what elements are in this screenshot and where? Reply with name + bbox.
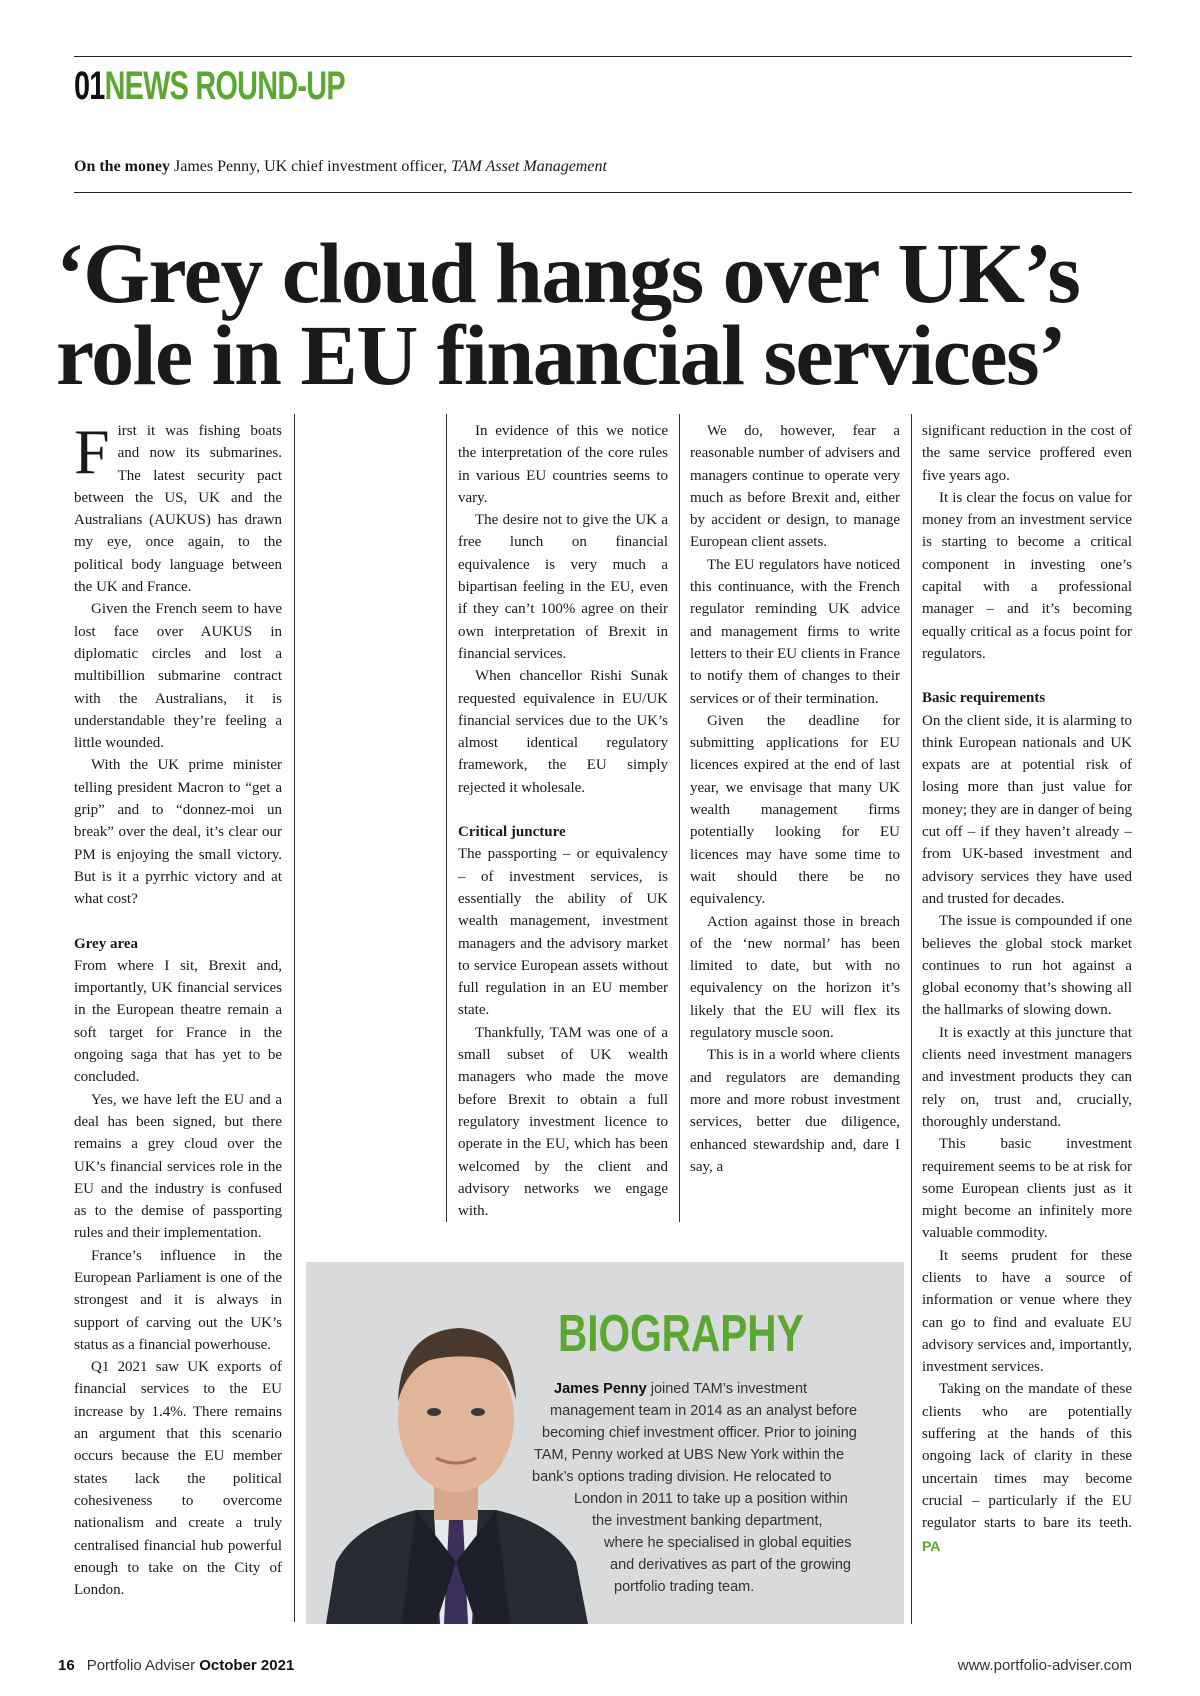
paragraph — [922, 420, 1132, 487]
paragraph — [458, 1022, 668, 1223]
paragraph-text: Action against those in breach of the ‘new normal’ has been limited to date, but with no equivalency on the horizon it’s likely that the EU will flex its regulatory muscle soon. — [690, 913, 900, 1042]
bio-line-text: joined TAM’s investment — [646, 1381, 808, 1397]
bio-name: James Penny — [554, 1381, 647, 1397]
paragraph-text: The passporting – or equivalency – of investment services, is essentially the ability of UK wealth management, investment managers and the advisory market to service European assets without full regulation in an EU member state. — [458, 846, 668, 1019]
edition: October 2021 — [199, 1657, 295, 1674]
paragraph — [458, 665, 668, 799]
section-name: NEWS ROUND-UP — [104, 64, 345, 108]
paragraph-text: Yes, we have left the EU and a deal has been signed, but there remains a grey cloud over the UK’s financial services role in the EU and the industry is confused as to the demise of passporting rules and their implementation. — [74, 1091, 282, 1242]
paragraph-text: This basic investment requirement seems to be at risk for some European clients just as it might become an infinitely more valuable commodity. — [922, 1136, 1132, 1242]
paragraph — [458, 843, 668, 1021]
paragraph — [690, 554, 900, 710]
paragraph — [74, 416, 282, 598]
subheading: Critical juncture — [458, 824, 566, 841]
paragraph-text: With the UK prime minister telling president Macron to “get a grip” and to “donnez-moi un break” over the deal, it’s clear our PM is enjoying the small victory. But is it a pyrrhic victory and at what cost? — [74, 757, 282, 908]
paragraph-text: When chancellor Rishi Sunak requested equivalence in EU/UK financial services due to the UK’s almost identical regulatory framework, the EU simply rejected it wholesale. — [458, 668, 668, 796]
paragraph — [922, 1133, 1132, 1244]
bio-line: where he specialised in global equities — [604, 1535, 852, 1551]
paragraph-text: Q1 2021 saw UK exports of financial services to the EU increase by 1.4%. There remains an argument that this scenario occurs because the EU member states lack the political cohesiveness to overcome nationalism and create a truly centralised financial hub powerful enough to take on the City of London. — [74, 1359, 282, 1599]
bio-line: becoming chief investment officer. Prior to joining — [542, 1425, 857, 1441]
paragraph-text: It is exactly at this juncture that clients need investment managers and investment products they can rely on, trust and, crucially, thoroughly understand. — [922, 1024, 1132, 1130]
bio-line: management team in 2014 as an analyst before — [550, 1403, 858, 1419]
paragraph-text: France’s influence in the European Parliament is one of the strongest and it is always in support of carving out the UK’s status as a financial powerhouse. — [74, 1247, 282, 1353]
paragraph — [922, 710, 1132, 911]
paragraph — [690, 911, 900, 1045]
headline: ‘Grey cloud hangs over UK’s role in EU financial services’ — [56, 225, 1080, 403]
paragraph-text: The EU regulators have noticed this continuance, with the French regulator reminding UK advice and management firms to write letters to their EU clients in France to notify them of changes to their services or of their termination. — [690, 556, 900, 707]
paragraph — [74, 1245, 282, 1356]
article-column-4 — [922, 420, 1132, 1558]
article-column-1 — [74, 416, 282, 1601]
photo-credit: PA — [922, 1537, 941, 1554]
paragraph-text: This is in a world where clients and regulators are demanding more and more robust investment services, better due diligence, enhanced stewardship and, dare I say, a — [690, 1047, 900, 1175]
paragraph-text: On the client side, it is alarming to think European nationals and UK expats are at potential risk of losing more than just value for money; they are in danger of being cut off – if they haven’t already – from UK-based investment and advisory services they have used and trusted for decades. — [922, 712, 1132, 907]
top-rule — [74, 56, 1132, 57]
bio-line: bank’s options trading division. He relocated to — [532, 1469, 832, 1485]
bio-line: the investment banking department, — [592, 1513, 823, 1529]
article-column-2 — [458, 420, 668, 1222]
paragraph — [690, 1044, 900, 1178]
bio-line: and derivatives as part of the growing — [610, 1557, 851, 1573]
paragraph-text: It seems prudent for these clients to have a source of information or venue where they can go to find and evaluate EU advisory services and, importantly, investment services. — [922, 1247, 1132, 1376]
byline-label: On the money — [74, 158, 170, 175]
paragraph-text: The issue is compounded if one believes the global stock market continues to run hot against a global economy that’s showing all the hallmarks of slowing down. — [922, 913, 1132, 1019]
byline — [74, 156, 607, 178]
paragraph — [74, 754, 282, 910]
paragraph-text: The desire not to give the UK a free lunch on financial equivalence is very much a bipartisan feeling in the EU, even if they can’t 100% agree on their own interpretation of Brexit in financial services. — [458, 512, 668, 662]
byline-company: TAM Asset Management — [451, 158, 607, 175]
paragraph — [690, 420, 900, 554]
column-divider-3 — [679, 414, 680, 1222]
article-column-3 — [690, 420, 900, 1178]
subheading: Basic requirements — [922, 690, 1046, 707]
paragraph — [690, 710, 900, 911]
paragraph — [458, 509, 668, 665]
section-label — [74, 64, 345, 108]
paragraph-text: significant reduction in the cost of the same service proffered even five years ago. — [922, 423, 1132, 484]
paragraph-text: Thankfully, TAM was one of a small subset of UK wealth managers who made the move before Brexit to obtain a full regulatory investment licence to operate in the EU, which has been welcomed by the client and advisory networks we engage with. — [458, 1024, 668, 1220]
paragraph — [922, 487, 1132, 665]
paragraph-text: In evidence of this we notice the interpretation of the core rules in various EU countries seems to vary. — [458, 423, 668, 506]
paragraph-text: We do, however, fear a reasonable number of advisers and managers continue to operate very much as before Brexit and, either by accident or design, to manage European client assets. — [690, 423, 900, 551]
paragraph — [74, 598, 282, 754]
bio-line: London in 2011 to take up a position within — [574, 1491, 848, 1507]
column-divider-1 — [294, 414, 295, 1622]
bio-line: portfolio trading team. — [614, 1579, 755, 1595]
subheading: Grey area — [74, 935, 139, 952]
paragraph — [922, 1245, 1132, 1379]
paragraph-text: From where I sit, Brexit and, importantly, UK financial services in the European theatre remain a soft target for France in the ongoing saga that has yet to be concluded. — [74, 957, 282, 1086]
byline-rule — [74, 192, 1132, 193]
paragraph-text: Given the deadline for submitting applications for EU licences expired at the end of last year, we envisage that many UK wealth management firms potentially looking for EU licences may have some time to wait should there be no equivalency. — [690, 712, 900, 908]
website-url: www.portfolio-adviser.com — [957, 1657, 1132, 1674]
column-divider-4 — [911, 414, 912, 1624]
page-number: 16 — [58, 1657, 75, 1674]
byline-person: James Penny, UK chief investment officer, — [174, 158, 448, 175]
biography-box — [306, 1262, 904, 1624]
paragraph — [922, 1378, 1132, 1557]
biography-title: BIOGRAPHY — [558, 1305, 804, 1363]
paragraph — [74, 1089, 282, 1245]
section-number: 01 — [74, 64, 105, 108]
bio-line — [554, 1378, 807, 1400]
paragraph — [74, 955, 282, 1089]
paragraph-text: Given the French seem to have lost face over AUKUS in diplomatic circles and lost a multibillion submarine contract with the Australians, it is understandable they’re feeling a little wounded. — [74, 601, 282, 752]
drop-cap: F — [74, 416, 110, 487]
footer-left — [58, 1656, 294, 1676]
paragraph — [922, 910, 1132, 1021]
paragraph — [458, 420, 668, 509]
paragraph-text: irst it was fishing boats and now its submarines. The latest security pact between the US, UK and the Australians (AUKUS) has drawn my eye, once again, to the political body language between the UK and France. — [74, 423, 282, 596]
column-divider-2 — [446, 414, 447, 1222]
paragraph-text: Taking on the mandate of these clients who are potentially suffering at the hands of this ongoing lack of clarity in these uncertain times may become crucial – particularly if the EU regulator starts to bare its teeth. — [922, 1381, 1132, 1532]
paragraph — [74, 1356, 282, 1601]
bio-line: TAM, Penny worked at UBS New York within the — [534, 1447, 845, 1463]
paragraph — [922, 1022, 1132, 1133]
paragraph-text: It is clear the focus on value for money from an investment service is starting to become a critical component in investing one’s capital with a professional manager – and it’s becoming equally critical as a focus point for regulators. — [922, 489, 1132, 662]
publication-name: Portfolio Adviser — [86, 1657, 196, 1674]
